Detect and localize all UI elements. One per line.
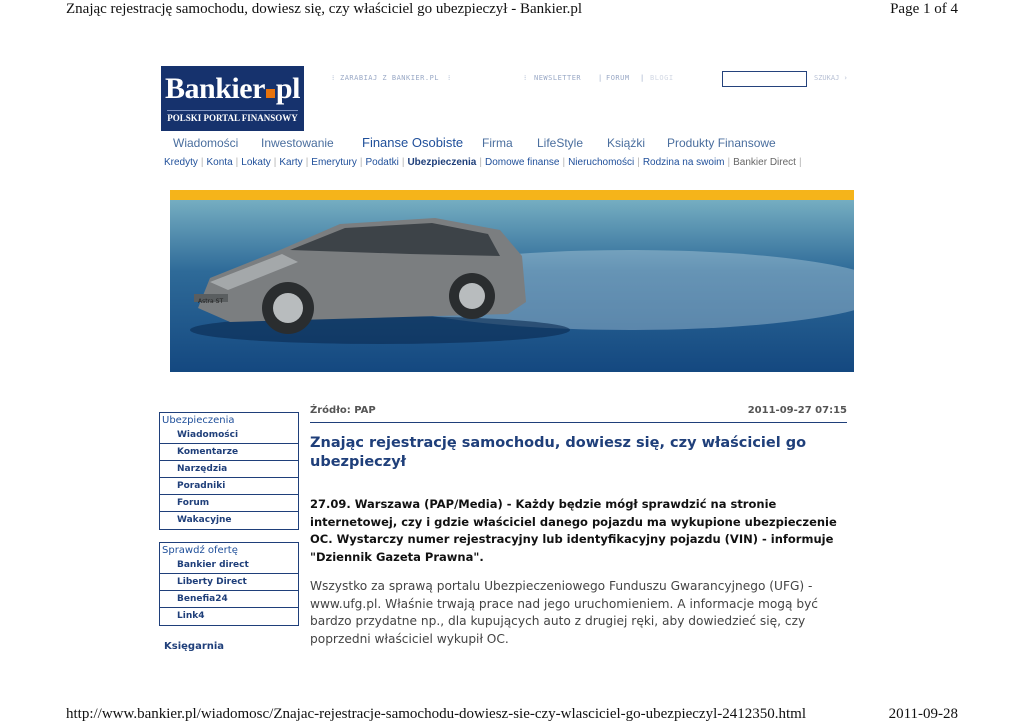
subnav-nieruchomosci[interactable]: Nieruchomości [568, 157, 635, 168]
sidebar-ksiegarnia[interactable]: Księgarnia [164, 641, 225, 652]
print-footer-date: 2011-09-28 [888, 706, 958, 722]
nav-inwestowanie[interactable]: Inwestowanie [261, 136, 334, 150]
car-image [170, 190, 854, 372]
search-input[interactable] [722, 71, 807, 87]
divider: | [640, 74, 645, 82]
subnav-kredyty[interactable]: Kredyty [164, 157, 198, 168]
nav-produkty-finansowe[interactable]: Produkty Finansowe [667, 136, 776, 150]
subnav-bankier-direct[interactable]: Bankier Direct [733, 157, 796, 168]
sub-nav: Kredyty | Konta | Lokaty | Karty | Emerytury | Podatki | Ubezpieczenia | Domowe finanse | Nieruchomości | Rodzina na swoim | Bankier Direct | [164, 157, 802, 168]
sidebar-item-benefia24[interactable]: Benefia24 [160, 591, 298, 608]
print-footer-url: http://www.bankier.pl/wiadomosc/Znajac-rejestracje-samochodu-dowiesz-sie-czy-wlasciciel-go-ubezpieczyl-2412350.html [66, 706, 807, 722]
ad-banner[interactable] [170, 190, 854, 372]
sidebar-item-narzedzia[interactable]: Narzędzia [160, 461, 298, 478]
sidebar-ubezpieczenia [159, 412, 299, 530]
divider: ⁝ [448, 74, 451, 82]
article-body: Wszystko za sprawą portalu Ubezpieczeniowego Funduszu Gwarancyjnego (UFG) - www.ufg.pl. Właśnie trwają prace nad jego uruchomieniem. A informacje mogą być bardzo przydatne np., dla kupujących auto z drugiej ręki, aby dowiedzieć się, czy poprzedni właściciel wykupił OC. [310, 579, 819, 647]
divider: | [598, 74, 603, 82]
subnav-domowe-finanse[interactable]: Domowe finanse [484, 157, 560, 168]
subnav-lokaty[interactable]: Lokaty [241, 157, 271, 168]
link-blogi[interactable]: BLOGI [650, 74, 674, 82]
article-datetime: 2011-09-27 07:15 [747, 405, 847, 416]
nav-wiadomosci[interactable]: Wiadomości [173, 136, 239, 150]
divider: ⁝ [524, 74, 527, 82]
sidebar-item-liberty-direct[interactable]: Liberty Direct [160, 574, 298, 591]
link-zarabiaj[interactable]: ZARABIAJ Z BANKIER.PL [340, 74, 440, 82]
divider [310, 422, 847, 423]
subnav-emerytury[interactable]: Emerytury [311, 157, 357, 168]
sidebar-title-ubezpieczenia[interactable]: Ubezpieczenia [162, 415, 235, 426]
sidebar-sprawdz-oferte [159, 542, 299, 626]
sidebar-item-forum[interactable]: Forum [160, 495, 298, 512]
link-newsletter[interactable]: NEWSLETTER [534, 74, 582, 82]
search-button[interactable]: SZUKAJ › [814, 74, 848, 82]
sidebar-item-wakacyjne[interactable]: Wakacyjne [177, 515, 232, 525]
sidebar-item-komentarze[interactable]: Komentarze [160, 444, 298, 461]
article-lead: 27.09. Warszawa (PAP/Media) - Każdy będzie mógł sprawdzić na stronie internetowej, czy i gdzie właściciel danego pojazdu ma wykupione ubezpieczenie OC. Wystarczy numer rejestracyjny lub identyfikacyjny pojazdu (VIN) - informuje "Dziennik Gazeta Prawna". [310, 497, 837, 565]
subnav-konta[interactable]: Konta [206, 157, 233, 168]
nav-firma[interactable]: Firma [482, 136, 513, 150]
car-badge: Astra ST [198, 298, 224, 305]
sidebar-item-poradniki[interactable]: Poradniki [160, 478, 298, 495]
sidebar-item-bankier-direct[interactable]: Bankier direct [160, 557, 298, 574]
sidebar-title-sprawdz-oferte[interactable]: Sprawdź ofertę [162, 545, 238, 556]
subnav-rodzina-na-swoim[interactable]: Rodzina na swoim [642, 157, 725, 168]
subnav-podatki[interactable]: Podatki [365, 157, 399, 168]
divider: ⁝ [332, 74, 335, 82]
nav-finanse-osobiste[interactable]: Finanse Osobiste [362, 135, 464, 150]
subnav-ubezpieczenia[interactable]: Ubezpieczenia [407, 157, 477, 168]
bankier-logo[interactable] [161, 66, 304, 131]
subnav-karty[interactable]: Karty [279, 157, 303, 168]
nav-ksiazki[interactable]: Książki [607, 136, 646, 150]
sidebar-item-wiadomosci[interactable]: Wiadomości [160, 427, 298, 444]
logo-tagline: POLSKI PORTAL FINANSOWY [167, 110, 298, 123]
print-header-title: Znając rejestrację samochodu, dowiesz się, czy właściciel go ubezpieczył - Bankier.pl [66, 1, 583, 17]
article-source: Źródło: PAP [310, 405, 376, 416]
article-meta [310, 405, 847, 416]
article-title: Znając rejestrację samochodu, dowiesz się, czy właściciel go ubezpieczył [310, 435, 807, 470]
sidebar-item-link4[interactable]: Link4 [177, 611, 205, 621]
nav-lifestyle[interactable]: LifeStyle [537, 136, 584, 150]
link-forum[interactable]: FORUM [606, 74, 630, 82]
logo-wordmark: Bankier pl [165, 72, 300, 105]
print-page-number: Page 1 of 4 [890, 1, 958, 17]
